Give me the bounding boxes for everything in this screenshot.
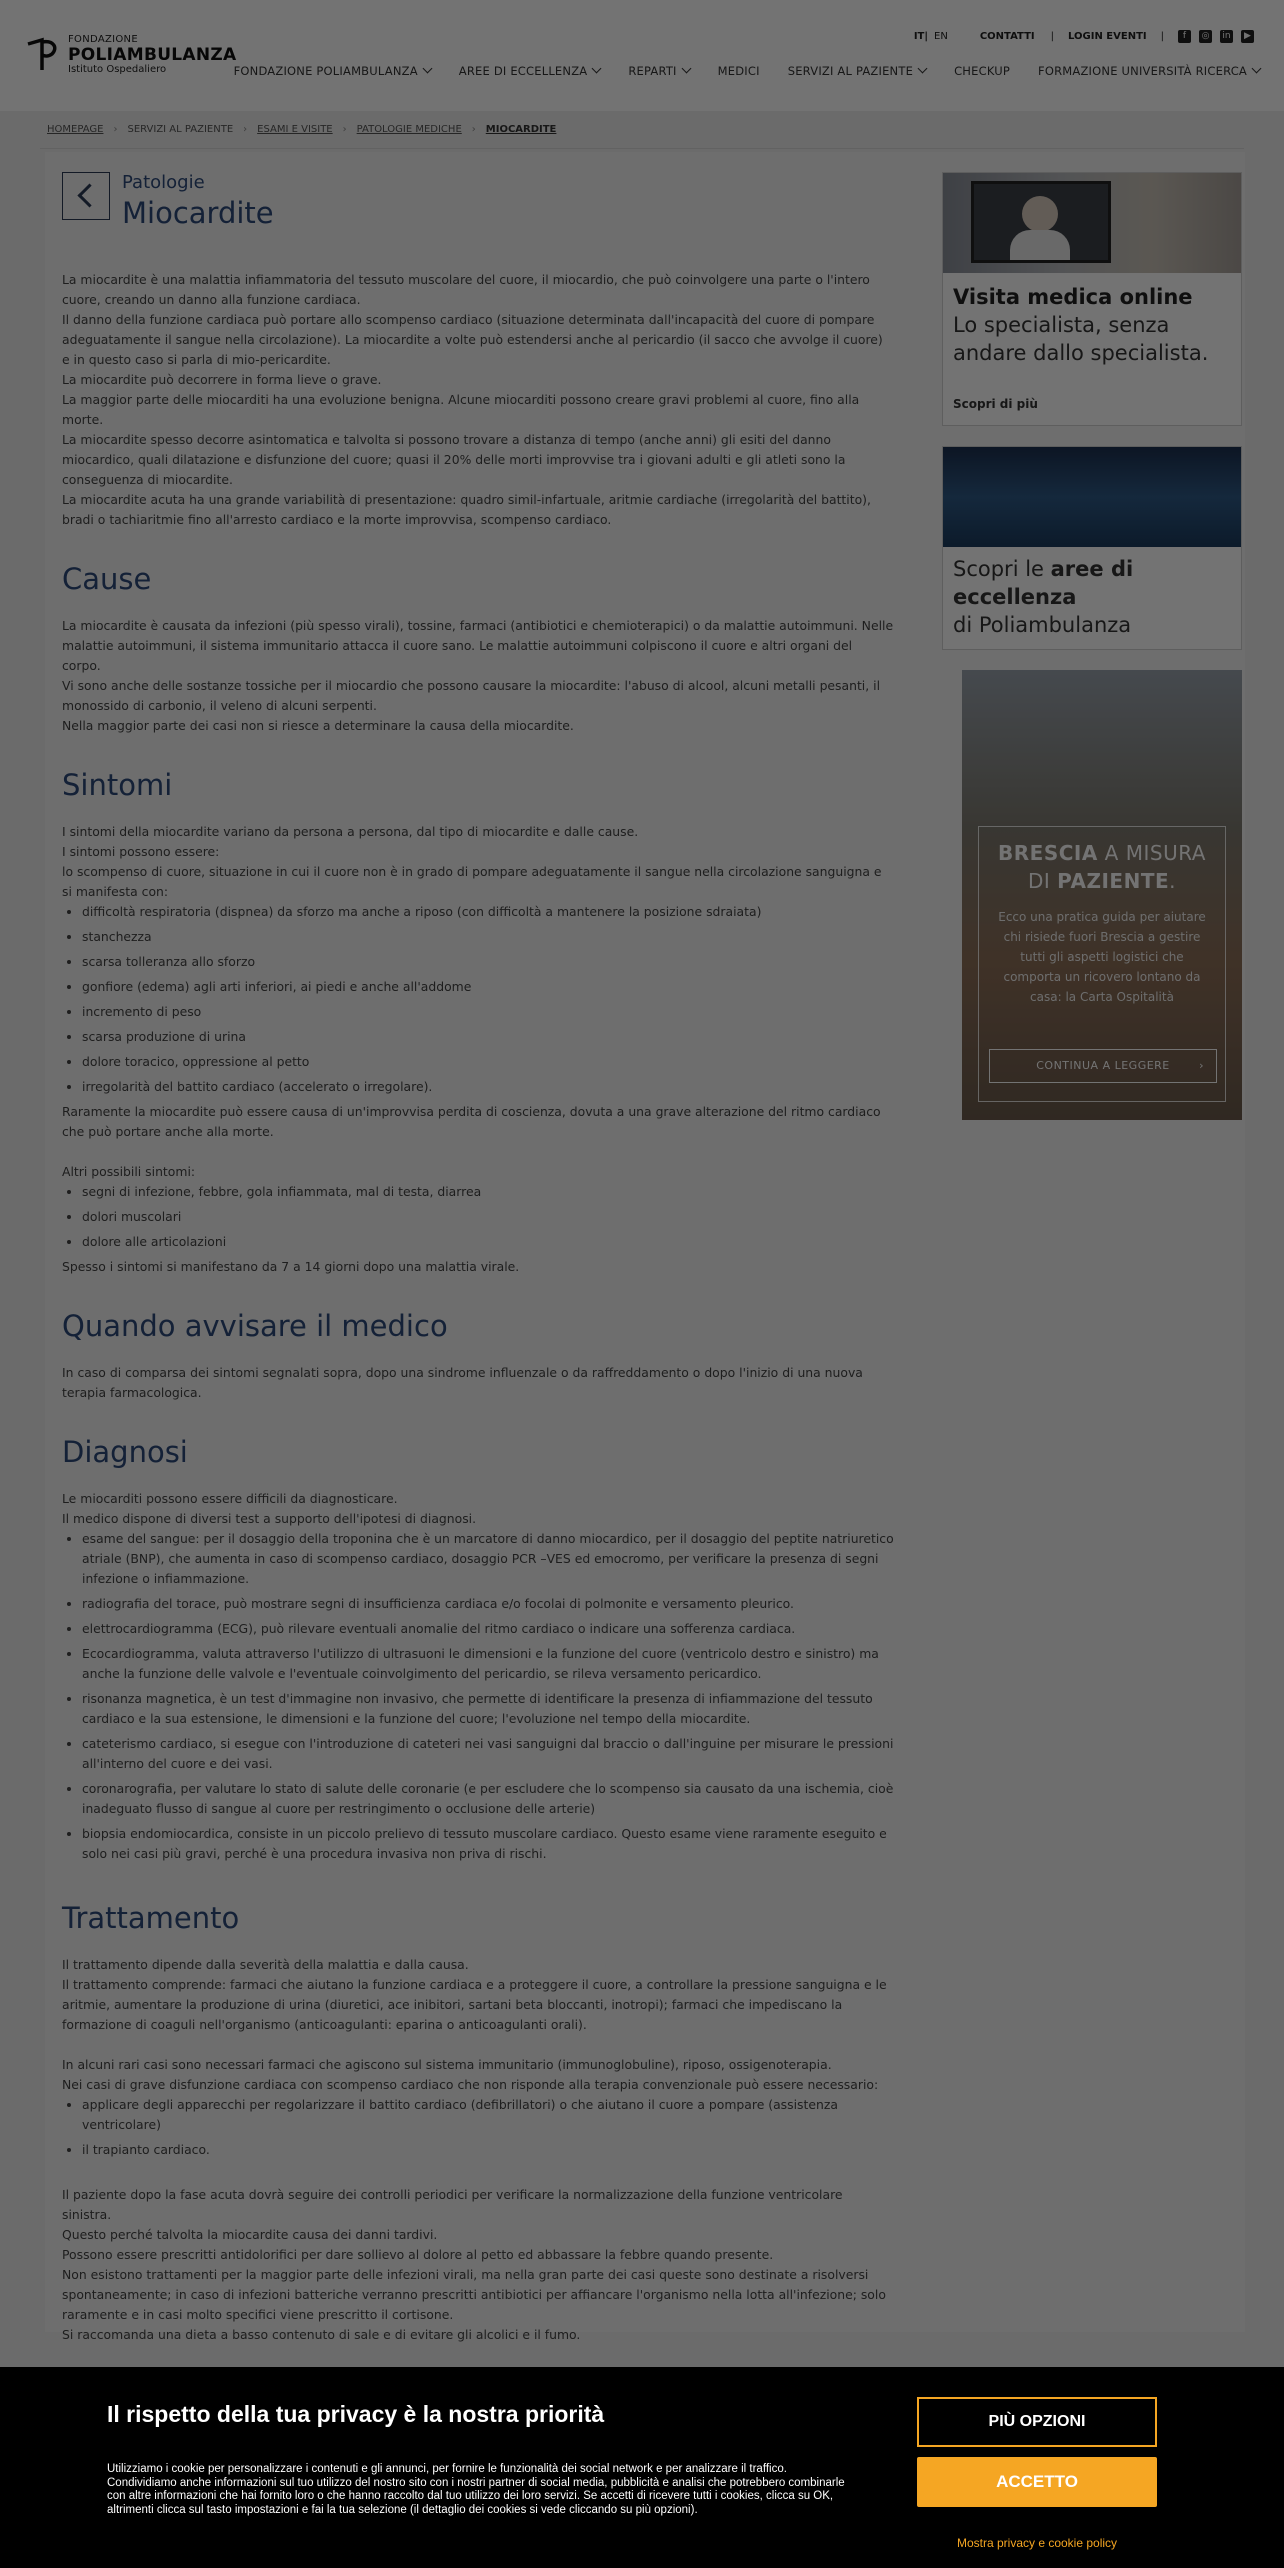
cookie-banner xyxy=(0,2367,1284,2568)
cookie-text: Utilizziamo i cookie per personalizzare i contenuti e gli annunci, per fornire le funzionalità dei social network e per analizzare il traffico. Condividiamo anche informazioni sul tuo utilizzo del nostro sito con i nostri partner di social media, pubblicità e analisi che potrebbero combinarle con altre informazioni che hai fornito loro o che hanno raccolto dal tuo utilizzo dei loro servizi. Se accetti di ricevere tutti i cookies, clicca su OK, altrimenti clicca sul tasto impostazioni e fai la tua selezione (il dettaglio dei cookies si vede cliccando su più opzioni). xyxy=(107,2463,845,2516)
piu-opzioni-button[interactable]: PIÙ OPZIONI xyxy=(917,2397,1157,2447)
cookie-title: Il rispetto della tua privacy è la nostra priorità xyxy=(107,2401,605,2427)
privacy-policy-link[interactable]: Mostra privacy e cookie policy xyxy=(956,2536,1118,2550)
accetto-button[interactable]: ACCETTO xyxy=(917,2457,1157,2507)
